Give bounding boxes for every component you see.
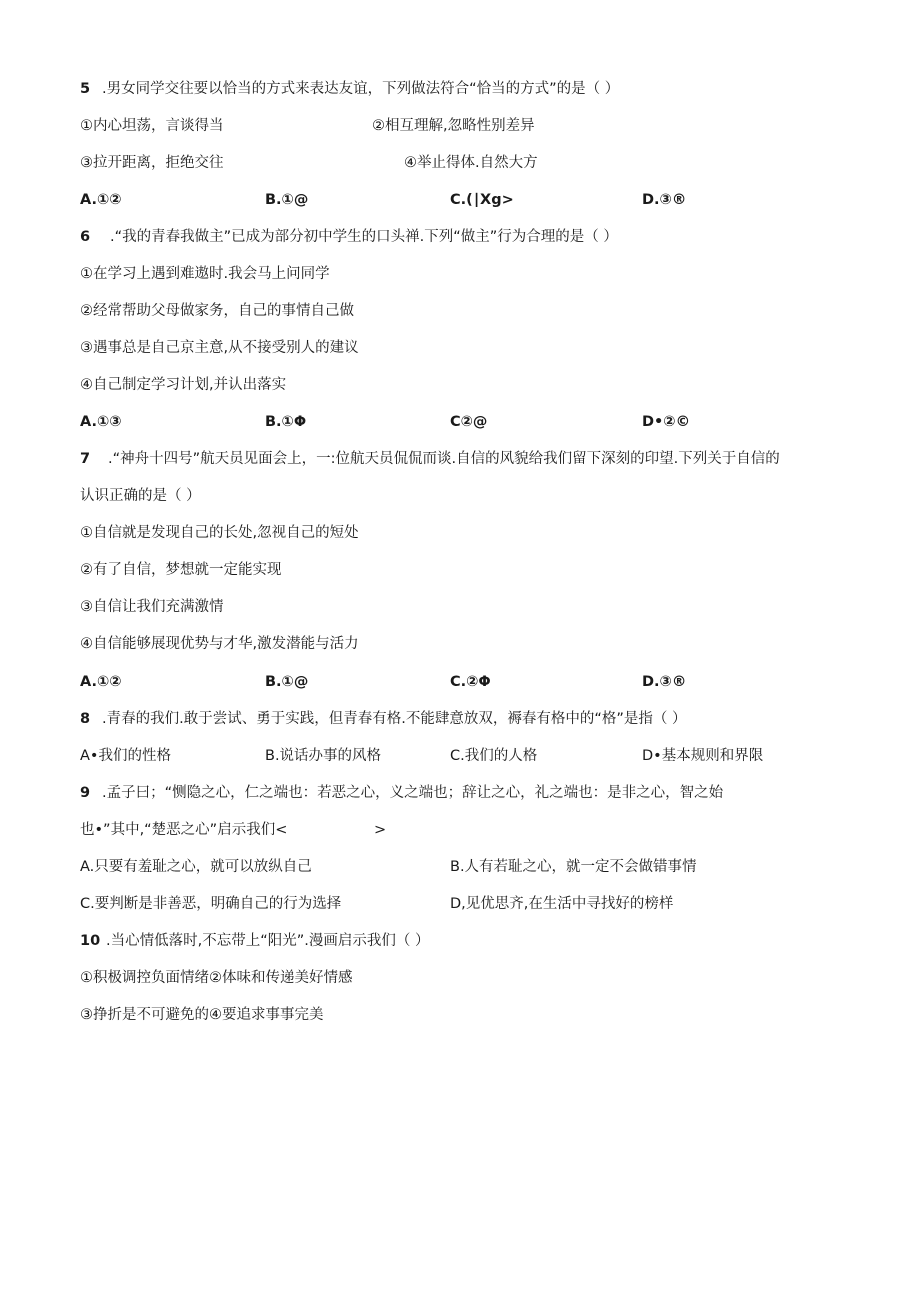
- question-7-option-b: B.①@: [265, 674, 309, 690]
- question-text: .“神舟十四号”航天员见面会上，一:位航天员侃侃而谈.自信的风貌给我们留下深刻的印望.下列关于自信的: [108, 451, 780, 467]
- question-5-option-d: D.③®: [642, 192, 687, 208]
- question-8-option-d: D•基本规则和界限: [642, 748, 764, 764]
- question-7-item-3: ③自信让我们充满激情: [80, 599, 224, 615]
- question-9-option-a: A.只要有羞耻之心，就可以放纵自己: [80, 859, 312, 875]
- question-text: .当心情低落时,不忘带上“阳光”.漫画启示我们（ ）: [106, 933, 430, 949]
- question-5-item-1: ①内心坦荡，言谈得当: [80, 118, 224, 134]
- question-6-option-b: B.①Φ: [265, 414, 307, 430]
- question-9-option-d: D,见优思齐,在生活中寻找好的榜样: [450, 896, 674, 912]
- question-number: 8: [80, 711, 91, 727]
- question-6-option-d: D•②©: [642, 414, 691, 430]
- question-number: 7: [80, 451, 91, 467]
- question-text: .“我的青春我做主”已成为部分初中学生的口头禅.下列“做主”行为合理的是（ ）: [110, 229, 618, 245]
- question-8-option-b: B.说话办事的风格: [265, 748, 382, 764]
- question-6-item-4: ④自己制定学习计划,并认出落实: [80, 377, 287, 393]
- question-text: .男女同学交往要以恰当的方式来表达友谊，下列做法符合“恰当的方式”的是（ ）: [102, 81, 620, 97]
- question-5-stem: [80, 79, 619, 99]
- question-6-stem: [80, 227, 618, 247]
- question-5-option-a: A.①②: [80, 192, 122, 208]
- question-9-option-c: C.要判断是非善恶，明确自己的行为选择: [80, 896, 342, 912]
- question-10-items-2: ③挣折是不可避免的④要追求事事完美: [80, 1007, 324, 1023]
- question-6-option-c: C②@: [450, 414, 488, 430]
- question-7-option-d: D.③®: [642, 674, 687, 690]
- question-7-option-a: A.①②: [80, 674, 122, 690]
- question-10-stem: [80, 931, 429, 951]
- question-9-option-b: B.人有若耻之心，就一定不会做错事情: [450, 859, 697, 875]
- question-5-item-2: ②相互理解,忽略性别差异: [372, 118, 535, 134]
- question-5-option-c: C.(∣Xg>: [450, 192, 514, 208]
- question-6-item-2: ②经常帮助父母做家务，自己的事情自己做: [80, 303, 354, 319]
- question-5-item-3: ③拉开距离，拒绝交往: [80, 155, 224, 171]
- question-8-option-c: C.我们的人格: [450, 748, 538, 764]
- question-7-item-1: ①自信就是发现自己的长处,忽视自己的短处: [80, 525, 359, 541]
- question-9-stem: [80, 783, 723, 803]
- question-6-option-a: A.①③: [80, 414, 122, 430]
- question-6-item-3: ③遇事总是自己京主意,从不接受别人的建议: [80, 340, 359, 356]
- question-text: .青春的我们.敢于尝试、勇于实践，但青春有格.不能肆意放双，褥春有格中的“格”是指（ ）: [102, 711, 687, 727]
- question-5-item-4: ④举止得体.自然大方: [404, 155, 538, 171]
- question-7-stem: [80, 449, 780, 469]
- question-10-items-1: ①积极调控负面情绪②体味和传递美好情感: [80, 970, 353, 986]
- question-5-option-b: B.①@: [265, 192, 309, 208]
- question-number: 5: [80, 81, 91, 97]
- question-8-option-a: A•我们的性格: [80, 748, 171, 764]
- question-7-stem-continued: 认识正确的是（ ）: [80, 488, 201, 504]
- question-text: .孟子曰；“恻隐之心，仁之端也：若恶之心，义之端也；辞让之心，礼之端也：是非之心，智之始: [102, 785, 724, 801]
- question-6-item-1: ①在学习上遇到难遨时.我会马上问同学: [80, 266, 330, 282]
- question-number: 10: [80, 933, 101, 949]
- question-number: 9: [80, 785, 91, 801]
- question-7-item-2: ②有了自信，梦想就一定能实现: [80, 562, 282, 578]
- question-9-stem-continued: 也•”其中,“楚恶之心”启示我们<: [80, 822, 288, 838]
- question-7-option-c: C.②Φ: [450, 674, 491, 690]
- question-7-item-4: ④自信能够展现优势与才华,激发潜能与活力: [80, 636, 359, 652]
- question-number: 6: [80, 229, 91, 245]
- question-8-stem: [80, 709, 686, 729]
- question-9-stem-bracket-end: >: [374, 822, 387, 838]
